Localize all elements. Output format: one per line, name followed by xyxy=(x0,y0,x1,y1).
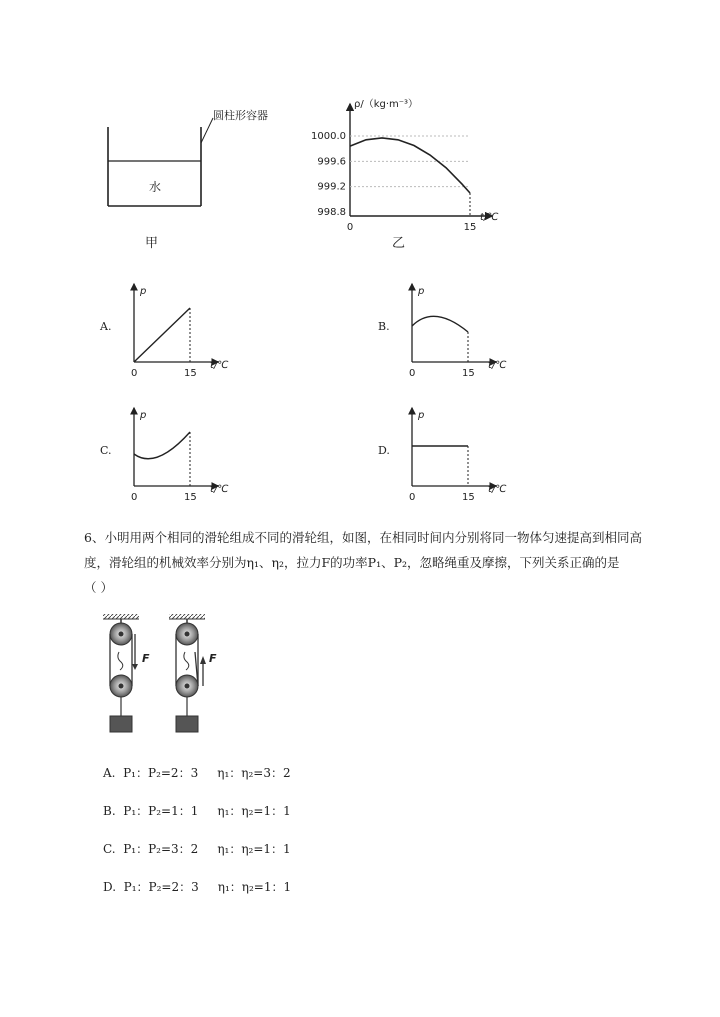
option-letter: D. xyxy=(378,444,390,457)
force-label-1: F xyxy=(142,652,150,665)
y-tick-label: 999.2 xyxy=(317,181,346,193)
pulley-systems xyxy=(95,612,235,742)
option-graph-a[interactable] xyxy=(100,278,260,388)
answer-d[interactable]: D. P₁：P₂=2：3 η₁：η₂=1：1 xyxy=(103,880,292,894)
x-axis-label: t/℃ xyxy=(488,484,507,495)
density-chart xyxy=(300,92,520,242)
figure-yi-caption: 乙 xyxy=(392,236,406,251)
y-tick-label: 1000.0 xyxy=(311,131,346,142)
option-letter: A. xyxy=(100,320,112,333)
option-letter: C. xyxy=(100,444,112,457)
y-axis-label: p xyxy=(418,286,425,297)
question6-line1: 6、小明用两个相同的滑轮组成不同的滑轮组，如图，在相同时间内分别将同一物体匀速提高到相同高 xyxy=(84,530,642,545)
x-tick-0: 0 xyxy=(131,368,138,379)
question6-line2: 度，滑轮组的机械效率分别为η₁、η₂，拉力F的功率P₁、P₂，忽略绳重及摩擦，下列关系正确的是 xyxy=(84,555,620,570)
y-axis-label: ρ/（kg·m⁻³） xyxy=(354,99,419,110)
x-tick-0: 0 xyxy=(409,368,416,379)
figure-jia-caption: 甲 xyxy=(145,236,159,251)
option-curve xyxy=(134,432,190,459)
option-graph-c[interactable] xyxy=(100,402,260,512)
option-letter: B. xyxy=(378,320,390,333)
x-axis-label: t/℃ xyxy=(210,360,229,371)
answer-a[interactable]: A. P₁：P₂=2：3 η₁：η₂=3：2 xyxy=(103,766,291,780)
pulley-system-1 xyxy=(103,614,139,732)
density-curve xyxy=(350,138,470,193)
y-axis-label: p xyxy=(140,286,147,297)
answer-b[interactable]: B. P₁：P₂=1：1 η₁：η₂=1：1 xyxy=(103,804,291,818)
x-tick-label: 15 xyxy=(463,222,477,233)
y-axis-label: p xyxy=(418,410,425,421)
x-tick-label: 0 xyxy=(346,222,354,233)
x-tick-15: 15 xyxy=(184,492,197,503)
y-axis-label: p xyxy=(140,410,147,421)
x-tick-0: 0 xyxy=(131,492,138,503)
x-axis-label: t/℃ xyxy=(480,212,499,223)
x-tick-15: 15 xyxy=(184,368,197,379)
water-label: 水 xyxy=(149,180,162,194)
force-label-2: F xyxy=(209,652,217,665)
x-tick-0: 0 xyxy=(409,492,416,503)
pulley-system-2 xyxy=(169,614,206,732)
x-tick-15: 15 xyxy=(462,492,475,503)
y-tick-label: 998.8 xyxy=(317,207,346,218)
question6-line3: （ ） xyxy=(84,580,113,595)
x-axis-label: t/℃ xyxy=(488,360,507,371)
option-curve xyxy=(134,308,190,362)
option-graph-b[interactable] xyxy=(378,278,538,388)
x-tick-15: 15 xyxy=(462,368,475,379)
y-tick-label: 999.6 xyxy=(317,156,346,168)
option-graph-d[interactable] xyxy=(378,402,538,512)
answer-c[interactable]: C. P₁：P₂=3：2 η₁：η₂=1：1 xyxy=(103,842,291,856)
option-curve xyxy=(412,316,468,332)
x-axis-label: t/℃ xyxy=(210,484,229,495)
container-label: 圆柱形容器 xyxy=(213,109,268,122)
